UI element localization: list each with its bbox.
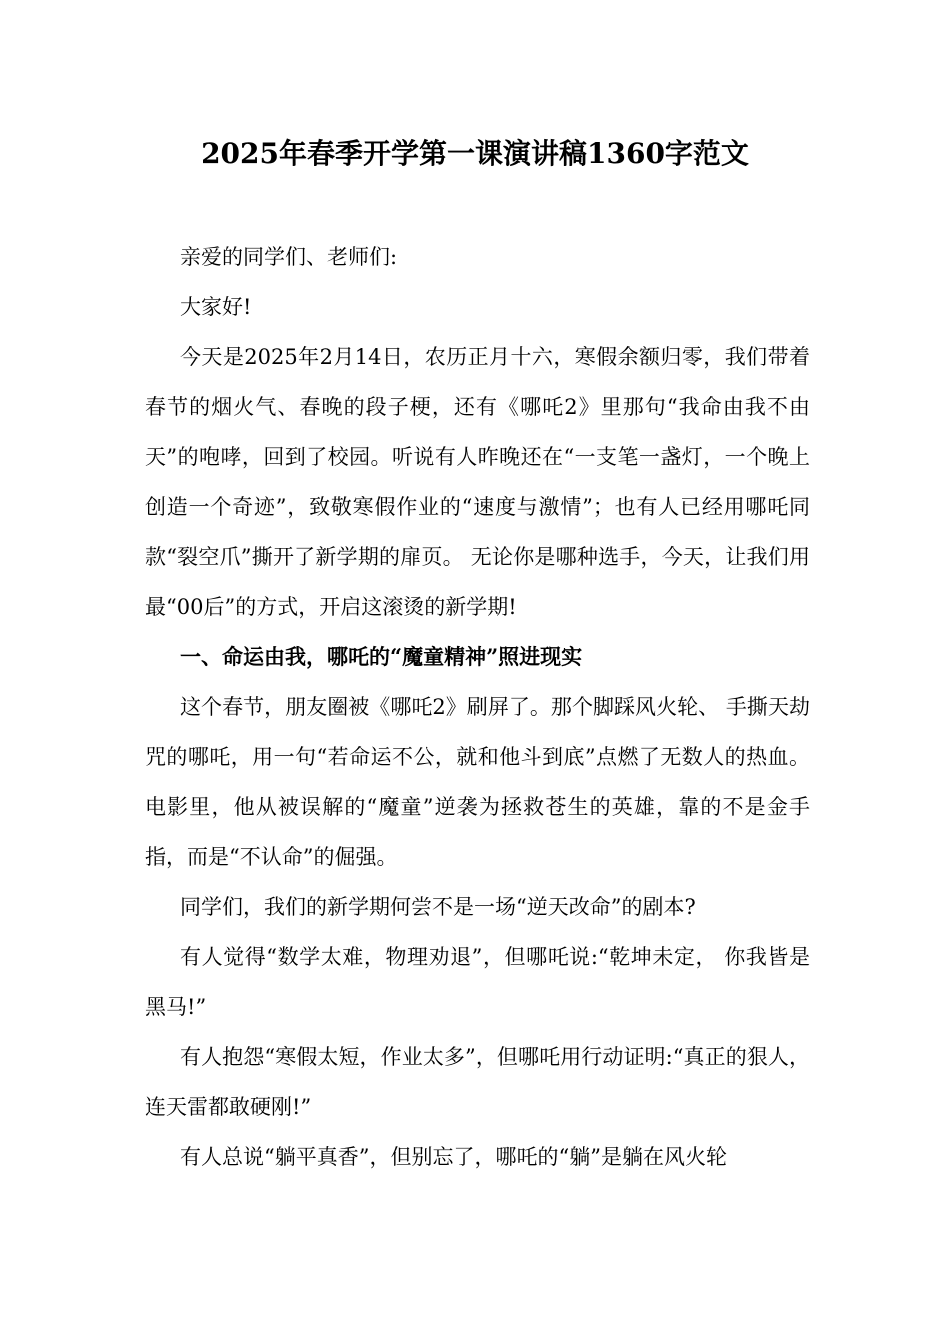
salutation: 亲爱的同学们、老师们:: [180, 245, 398, 269]
body-paragraph: 这个春节，朋友圈被《哪吒2》刷屏了。那个脚踩风火轮、 手撕天劫咒的哪吒，用一句“若命运不公，就和他斗到底”点燃了无数人的热血。电影里，他从被误解的“魔童”逆袭为拯救苍生的英雄，靠的不是金手指，而是“不认命”的倔强。: [145, 695, 810, 869]
intro-paragraph: 今天是2025年2月14日，农历正月十六，寒假余额归零，我们带着春节的烟火气、春晚的段子梗，还有《哪吒2》里那句“我命由我不由天”的咆哮，回到了校园。听说有人昨晚还在“一支笔一盏灯，一个晚上创造一个奇迹”，致敬寒假作业的“速度与激情”；也有人已经用哪吒同款“裂空爪”撕开了新学期的扉页。 无论你是哪种选手，今天，让我们用最“00后”的方式，开启这滚烫的新学期!: [145, 345, 810, 619]
document-body: [145, 232, 810, 1182]
document-title: 2025年春季开学第一课演讲稿1360字范文: [201, 137, 749, 170]
section-heading-1: 一、命运由我，哪吒的“魔童精神”照进现实: [180, 644, 583, 669]
body-paragraph: 有人总说“躺平真香”，但别忘了，哪吒的“躺”是躺在风火轮: [180, 1145, 727, 1169]
greeting: 大家好!: [180, 295, 252, 319]
body-paragraph: 有人抱怨“寒假太短，作业太多”，但哪吒用行动证明:“真正的狠人，连天雷都敢硬刚!”: [145, 1045, 810, 1119]
body-paragraph: 同学们，我们的新学期何尝不是一场“逆天改命”的剧本?: [180, 895, 696, 919]
body-paragraph: 有人觉得“数学太难，物理劝退”，但哪吒说:“乾坤未定， 你我皆是黑马!”: [145, 945, 810, 1019]
